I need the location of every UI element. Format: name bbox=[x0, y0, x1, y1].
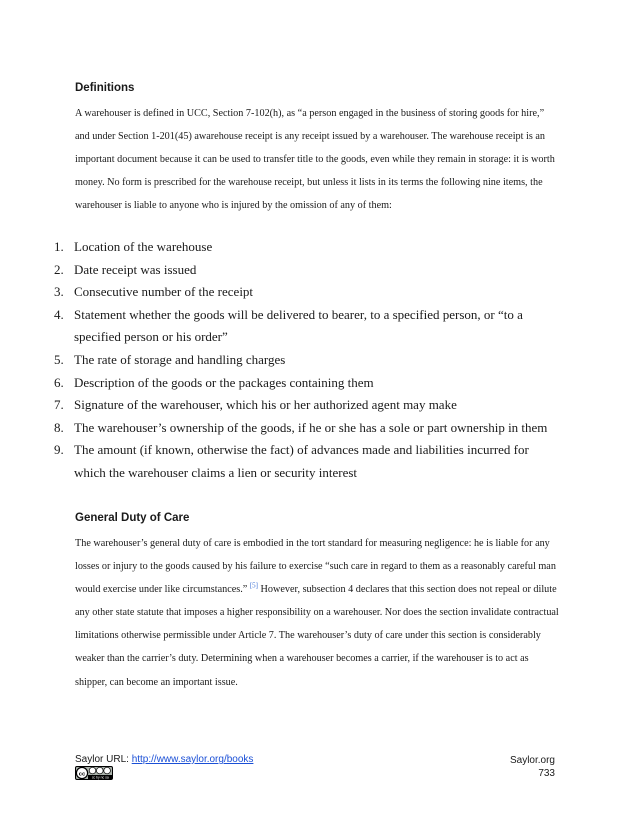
list-item-number: 2. bbox=[54, 261, 64, 277]
footer-page-info bbox=[510, 754, 555, 780]
list-item-number: 1. bbox=[54, 239, 64, 254]
noncommercial-icon bbox=[97, 767, 104, 774]
list-item-number: 5. bbox=[54, 351, 64, 367]
list-item-text: Signature of the warehouser, which his or her authorized agent may make bbox=[74, 397, 457, 413]
list-item-text: The warehouser’s ownership of the goods, if he or she has a sole or part ownership in them bbox=[74, 419, 548, 435]
list-item-number: 9. bbox=[54, 442, 64, 458]
list-item bbox=[40, 417, 560, 440]
list-item-number: 6. bbox=[54, 374, 64, 390]
page-number: 733 bbox=[538, 768, 555, 779]
list-item-text: The amount (if known, otherwise the fact) of advances made and liabilities incurred for which the warehouser claims a lien or security interest bbox=[74, 442, 529, 480]
section-heading-duty-of-care: General Duty of Care bbox=[75, 512, 190, 524]
list-item bbox=[40, 372, 560, 395]
list-item bbox=[40, 304, 560, 349]
section-heading-definitions: Definitions bbox=[75, 82, 135, 94]
duty-of-care-text-1: The warehouser’s general duty of care is embodied in the tort standard for measuring negligence: he is liable for any losses or injury to the goods caused by his failure to exercise “such care in regard to them as a reasonably careful man would exercise under like circumstances.” bbox=[75, 538, 556, 596]
saylor-url-link[interactable]: http://www.saylor.org/books bbox=[131, 754, 254, 765]
list-item-number: 7. bbox=[54, 397, 64, 413]
list-item bbox=[40, 236, 560, 259]
license-badge-text: cc by nc sa bbox=[91, 775, 109, 780]
list-item-text: Description of the goods or the packages containing them bbox=[74, 374, 374, 390]
footer-site-name: Saylor.org bbox=[509, 755, 555, 766]
footnote-link[interactable]: [5] bbox=[249, 581, 258, 590]
footer-source bbox=[75, 754, 253, 765]
footer-url-label: Saylor URL: bbox=[75, 754, 132, 765]
list-item bbox=[40, 349, 560, 372]
sharealike-icon bbox=[104, 767, 111, 774]
list-item bbox=[40, 281, 560, 304]
list-item bbox=[40, 394, 560, 417]
duty-of-care-text-2: However, subsection 4 declares that this section does not repeal or dilute any other state statute that imposes a higher responsibility on a warehouser. Nor does the section invalidate contractual limitations otherwise permissible under Article 7. The warehouser’s duty of care under this section is considerably weaker than the carrier’s duty. Determining when a warehouser becomes a carrier, if the warehouser is to act as shipper, can become an important issue. bbox=[75, 584, 559, 688]
list-item-text: Consecutive number of the receipt bbox=[74, 284, 254, 300]
list-item-number: 8. bbox=[54, 419, 64, 435]
list-item-text: Date receipt was issued bbox=[74, 261, 197, 277]
list-item-text: Location of the warehouse bbox=[74, 239, 213, 254]
list-item-number: 4. bbox=[54, 306, 64, 322]
duty-of-care-paragraph bbox=[75, 532, 560, 694]
list-item bbox=[40, 259, 560, 282]
list-item bbox=[40, 439, 560, 484]
list-item-number: 3. bbox=[54, 284, 64, 300]
list-item-text: The rate of storage and handling charges bbox=[74, 351, 286, 367]
definitions-paragraph: A warehouser is defined in UCC, Section 7-102(h), as “a person engaged in the business of storing goods for hire,” and under Section 1-201(45) awarehouse receipt is any receipt issued by a warehouser. The warehouse receipt is an important document because it can be used to transfer title to the goods, even while they remain in storage: it is worth money. No form is prescribed for the warehouse receipt, but unless it lists in its terms the following nine items, the warehouser is liable to anyone who is injured by the omission of any of them: bbox=[75, 108, 555, 212]
attribution-icon bbox=[89, 767, 96, 774]
receipt-items-list bbox=[40, 236, 560, 485]
list-item-text: Statement whether the goods will be delivered to bearer, to a specified person, or “to a specified person or his order” bbox=[74, 306, 523, 345]
creative-commons-license-badge[interactable] bbox=[75, 766, 113, 780]
svg-text:cc: cc bbox=[78, 771, 86, 778]
